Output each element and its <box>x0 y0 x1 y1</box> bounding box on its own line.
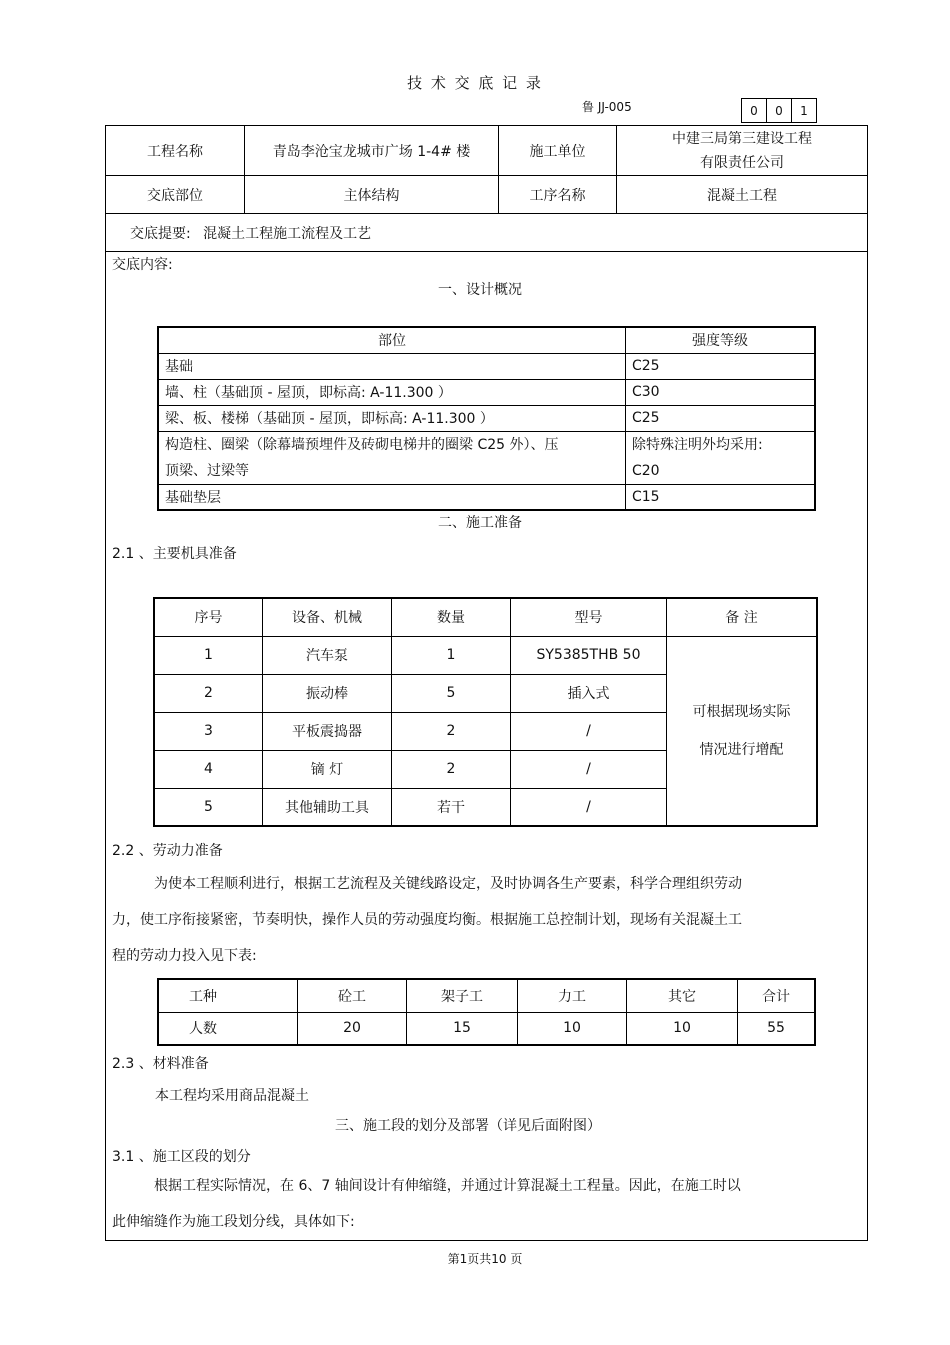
equip-cell: 5 <box>392 674 511 712</box>
builder-label: 施工单位 <box>499 126 617 176</box>
equip-header-cell: 备 注 <box>667 598 818 636</box>
strength-part-cell: 基础 <box>158 353 626 379</box>
equip-cell: SY5385THB 50 <box>511 636 667 674</box>
s22-line: 为使本工程顺利进行，根据工艺流程及关键线路设定，及时协调各生产要素，科学合理组织劳动 <box>154 876 742 892</box>
equip-remark-line2: 情况进行增配 <box>699 741 784 758</box>
s31-line: 根据工程实际情况，在 6、7 轴间设计有伸缩缝，并通过计算混凝土工程量。因此，在施工时以 <box>154 1178 741 1194</box>
strength-part-cell: 梁、板、楼梯（基础顶 - 屋顶，即标高: A-11.300 ） <box>158 405 626 431</box>
project-name-label: 工程名称 <box>106 126 245 176</box>
builder-value-line2: 有限责任公司 <box>700 154 784 171</box>
equip-cell: 振动棒 <box>263 674 392 712</box>
project-name-value: 青岛李沧宝龙城市广场 1-4# 楼 <box>245 126 499 176</box>
labor-header-cell: 砼工 <box>298 979 407 1012</box>
strength-part-cell <box>158 431 626 484</box>
s31-line: 此伸缩缝作为施工段划分线，具体如下: <box>112 1214 355 1230</box>
part-value: 主体结构 <box>245 176 499 214</box>
equip-cell: 1 <box>154 636 263 674</box>
s22-line: 程的劳动力投入见下表: <box>112 948 257 964</box>
process-value: 混凝土工程 <box>617 176 868 214</box>
strength-grade-cell: C15 <box>626 484 816 510</box>
strength-part-line2: 顶梁、过梁等 <box>165 462 249 479</box>
labor-header-cell: 架子工 <box>407 979 518 1012</box>
doc-number-digit: 0 <box>767 99 792 123</box>
s23-text: 本工程均采用商品混凝土 <box>155 1088 309 1104</box>
strength-part-line1: 构造柱、圈梁（除幕墙预埋件及砖砌电梯井的圈梁 C25 外）、压 <box>165 436 559 453</box>
content-label: 交底内容: <box>112 257 173 273</box>
labor-cell: 10 <box>518 1012 627 1045</box>
equip-cell: 2 <box>154 674 263 712</box>
s31-title: 3.1 、施工区段的划分 <box>112 1149 251 1165</box>
strength-header-grade: 强度等级 <box>626 327 816 353</box>
equip-header-cell: 数量 <box>392 598 511 636</box>
strength-grade-cell: C25 <box>626 405 816 431</box>
equip-cell: 镝 灯 <box>263 750 392 788</box>
section1-title: 一、设计概况 <box>438 282 522 298</box>
labor-table <box>157 978 816 1046</box>
summary-value: 混凝土工程施工流程及工艺 <box>203 225 372 242</box>
section3-title: 三、施工段的划分及部署（详见后面附图） <box>335 1118 601 1134</box>
strength-part-cell: 墙、柱（基础顶 - 屋顶，即标高: A-11.300 ） <box>158 379 626 405</box>
builder-value <box>617 126 868 176</box>
strength-grade-cell: C25 <box>626 353 816 379</box>
equip-cell: 其他辅助工具 <box>263 788 392 826</box>
strength-part-cell: 基础垫层 <box>158 484 626 510</box>
page-footer: 第1页共10 页 <box>447 1252 523 1266</box>
equip-cell: 4 <box>154 750 263 788</box>
process-label: 工序名称 <box>499 176 617 214</box>
summary-row <box>106 214 868 252</box>
equip-header-cell: 序号 <box>154 598 263 636</box>
labor-header-cell: 工种 <box>158 979 298 1012</box>
strength-grade-cell: C30 <box>626 379 816 405</box>
equip-cell: 2 <box>392 712 511 750</box>
s22-title: 2.2 、劳动力准备 <box>112 843 223 859</box>
labor-cell: 15 <box>407 1012 518 1045</box>
equip-cell: 5 <box>154 788 263 826</box>
equip-cell: / <box>511 712 667 750</box>
equip-cell: 汽车泵 <box>263 636 392 674</box>
equip-cell: 1 <box>392 636 511 674</box>
strength-grade-line1: 除特殊注明外均采用: <box>632 436 763 453</box>
builder-value-line1: 中建三局第三建设工程 <box>672 130 812 147</box>
equip-header-cell: 型号 <box>511 598 667 636</box>
section2-title: 二、施工准备 <box>438 515 522 531</box>
strength-grade-line2: C20 <box>632 462 660 479</box>
equip-cell: 3 <box>154 712 263 750</box>
labor-header-cell: 合计 <box>738 979 816 1012</box>
part-label: 交底部位 <box>106 176 245 214</box>
s31-paragraph <box>112 1168 852 1240</box>
doc-number-digit: 1 <box>792 99 817 123</box>
labor-cell: 20 <box>298 1012 407 1045</box>
doc-number-digit: 0 <box>742 99 767 123</box>
equip-header-cell: 设备、机械 <box>263 598 392 636</box>
s21-title: 2.1 、主要机具准备 <box>112 546 237 562</box>
equip-cell: 若干 <box>392 788 511 826</box>
equip-remark-line1: 可根据现场实际 <box>692 703 791 720</box>
labor-header-cell: 力工 <box>518 979 627 1012</box>
document-title: 技 术 交 底 记 录 <box>407 74 543 92</box>
labor-cell: 10 <box>627 1012 738 1045</box>
equip-cell: 平板震捣器 <box>263 712 392 750</box>
strength-table <box>157 326 816 511</box>
equipment-table <box>153 597 818 827</box>
summary-label: 交底提要: <box>130 225 191 242</box>
s22-paragraph <box>112 866 832 974</box>
equip-cell: / <box>511 788 667 826</box>
strength-grade-cell <box>626 431 816 484</box>
strength-header-part: 部位 <box>158 327 626 353</box>
equip-cell: 2 <box>392 750 511 788</box>
document-number-boxes <box>741 98 817 123</box>
labor-cell: 55 <box>738 1012 816 1045</box>
s22-line: 力，使工序衔接紧密，节奏明快，操作人员的劳动强度均衡。根据施工总控制计划，现场有关混凝土工 <box>112 912 742 928</box>
equip-remark-cell <box>667 636 818 826</box>
equip-cell: / <box>511 750 667 788</box>
s23-title: 2.3 、材料准备 <box>112 1056 209 1072</box>
header-table <box>105 125 868 252</box>
labor-cell: 人数 <box>158 1012 298 1045</box>
labor-header-cell: 其它 <box>627 979 738 1012</box>
document-code: 鲁 JJ-005 <box>582 100 632 114</box>
equip-cell: 插入式 <box>511 674 667 712</box>
